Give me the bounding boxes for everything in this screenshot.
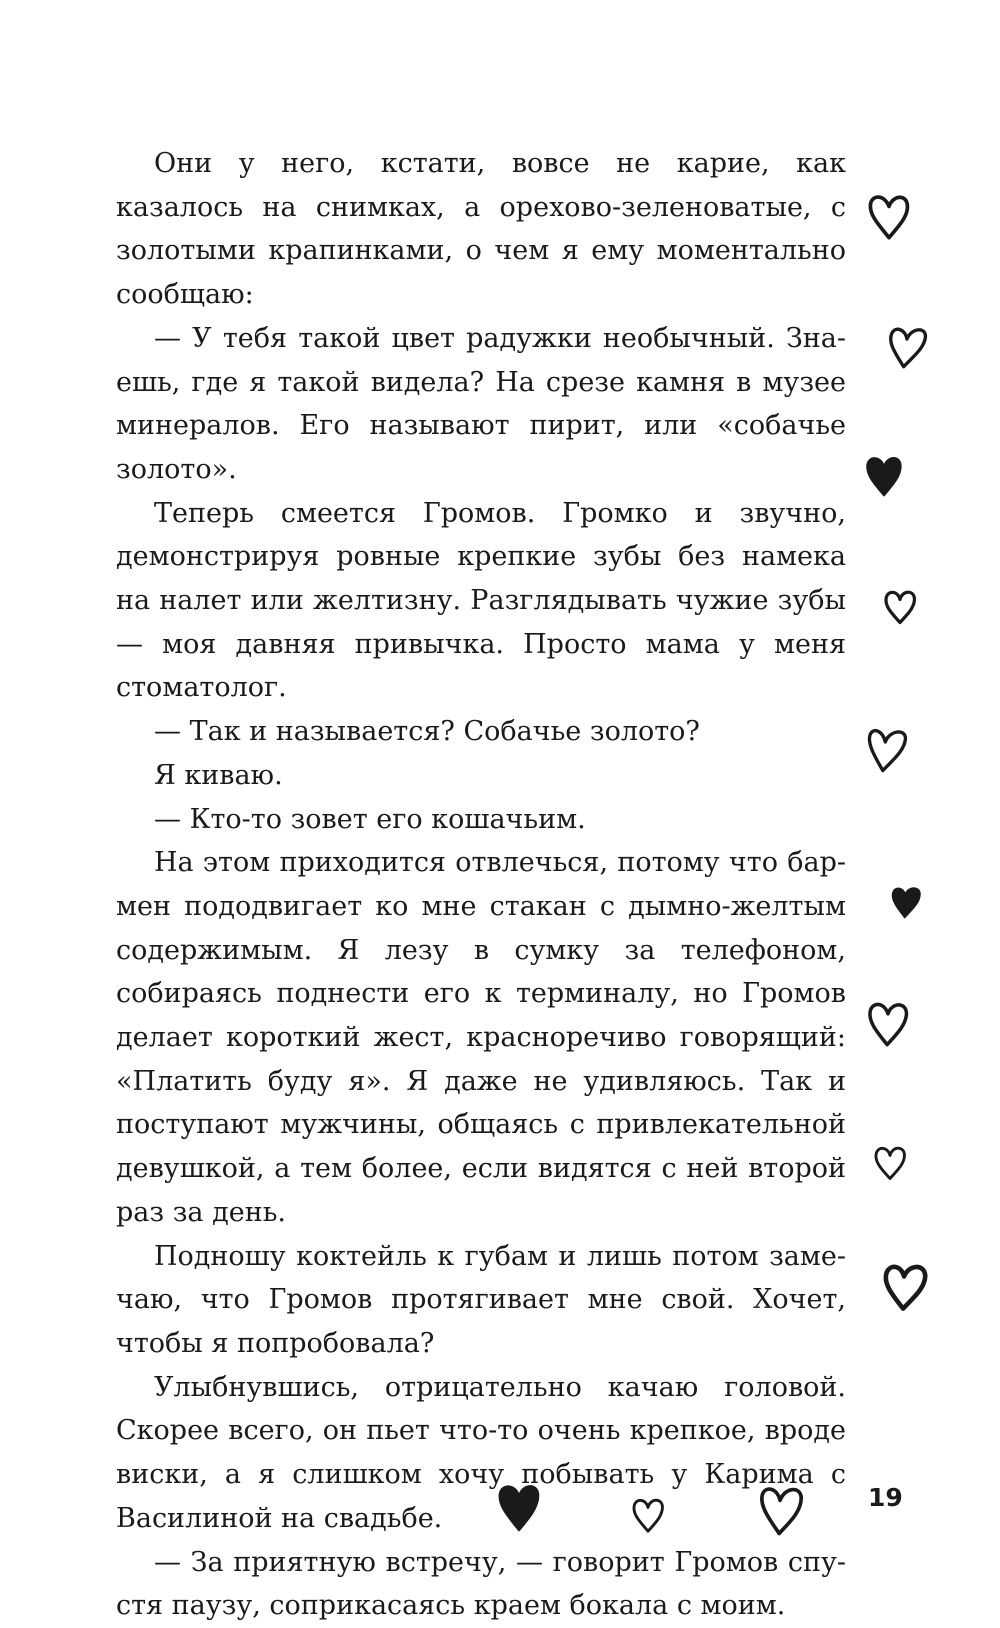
heart-icon xyxy=(886,322,928,372)
heart-icon xyxy=(496,1477,542,1537)
heart-icon xyxy=(882,1258,928,1316)
heart-icon xyxy=(630,1494,666,1536)
heart-icon xyxy=(882,587,918,627)
heart-icon xyxy=(890,882,922,922)
heart-icon xyxy=(864,448,904,504)
paragraph-3: Теперь смеется Громов. Громко и звучно, демонстрируя ровные крепкие зубы без намека на налет или желтизну. Разглядывать чужие зубы — моя давняя привычка. Просто мама у меня стоматолог. xyxy=(116,497,846,704)
heart-icon xyxy=(758,1478,804,1542)
heart-icon xyxy=(866,188,912,246)
paragraph-1: Они у него, кстати, вовсе не карие, как казалось на снимках, а орехово-зеленоватые, с золотыми крапинками, о чем я ему моментально сообщаю: xyxy=(116,148,846,311)
page-number: 19 xyxy=(868,1483,903,1512)
heart-icon xyxy=(872,1143,908,1183)
heart-icon xyxy=(866,996,910,1052)
paragraph-10: — За приятную встречу, — говорит Громов спустя паузу, соприкасаясь краем бокала с моим. xyxy=(116,1546,846,1622)
paragraph-9: Улыбнувшись, отрицательно качаю головой. Скорее всего, он пьет что-то очень крепкое, вроде виски, а я слишком хочу побывать у Карима с Василиной на свадьбе. xyxy=(116,1371,846,1534)
heart-icon xyxy=(866,720,908,780)
paragraph-6: — Кто-то зовет его кошачьим. xyxy=(154,803,586,835)
paragraph-7: На этом приходится отвлечься, потому что бармен пододвигает ко мне стакан с дымно-желтым содержимым. Я лезу в сумку за телефоном, собираясь поднести его к терминалу, но Громов делает короткий жест, красноречиво говорящий: «Платить буду я». Я даже не удивляюсь. Так и поступают мужчины, общаясь с привлекательной девушкой, а тем более, если видятся с ней второй раз за день. xyxy=(116,847,846,1228)
paragraph-4: — Так и называется? Собачье золото? xyxy=(154,716,700,748)
paragraph-2: — У тебя такой цвет радужки необычный. Знаешь, где я такой видела? На срезе камня в музее минералов. Его называют пирит, или «собачье золото». xyxy=(116,322,846,485)
page-text xyxy=(116,142,846,1628)
paragraph-5: Я киваю. xyxy=(154,759,283,791)
paragraph-8: Подношу коктейль к губам и лишь потом замечаю, что Громов протягивает мне свой. Хочет, чтобы я попробовала? xyxy=(116,1240,846,1359)
